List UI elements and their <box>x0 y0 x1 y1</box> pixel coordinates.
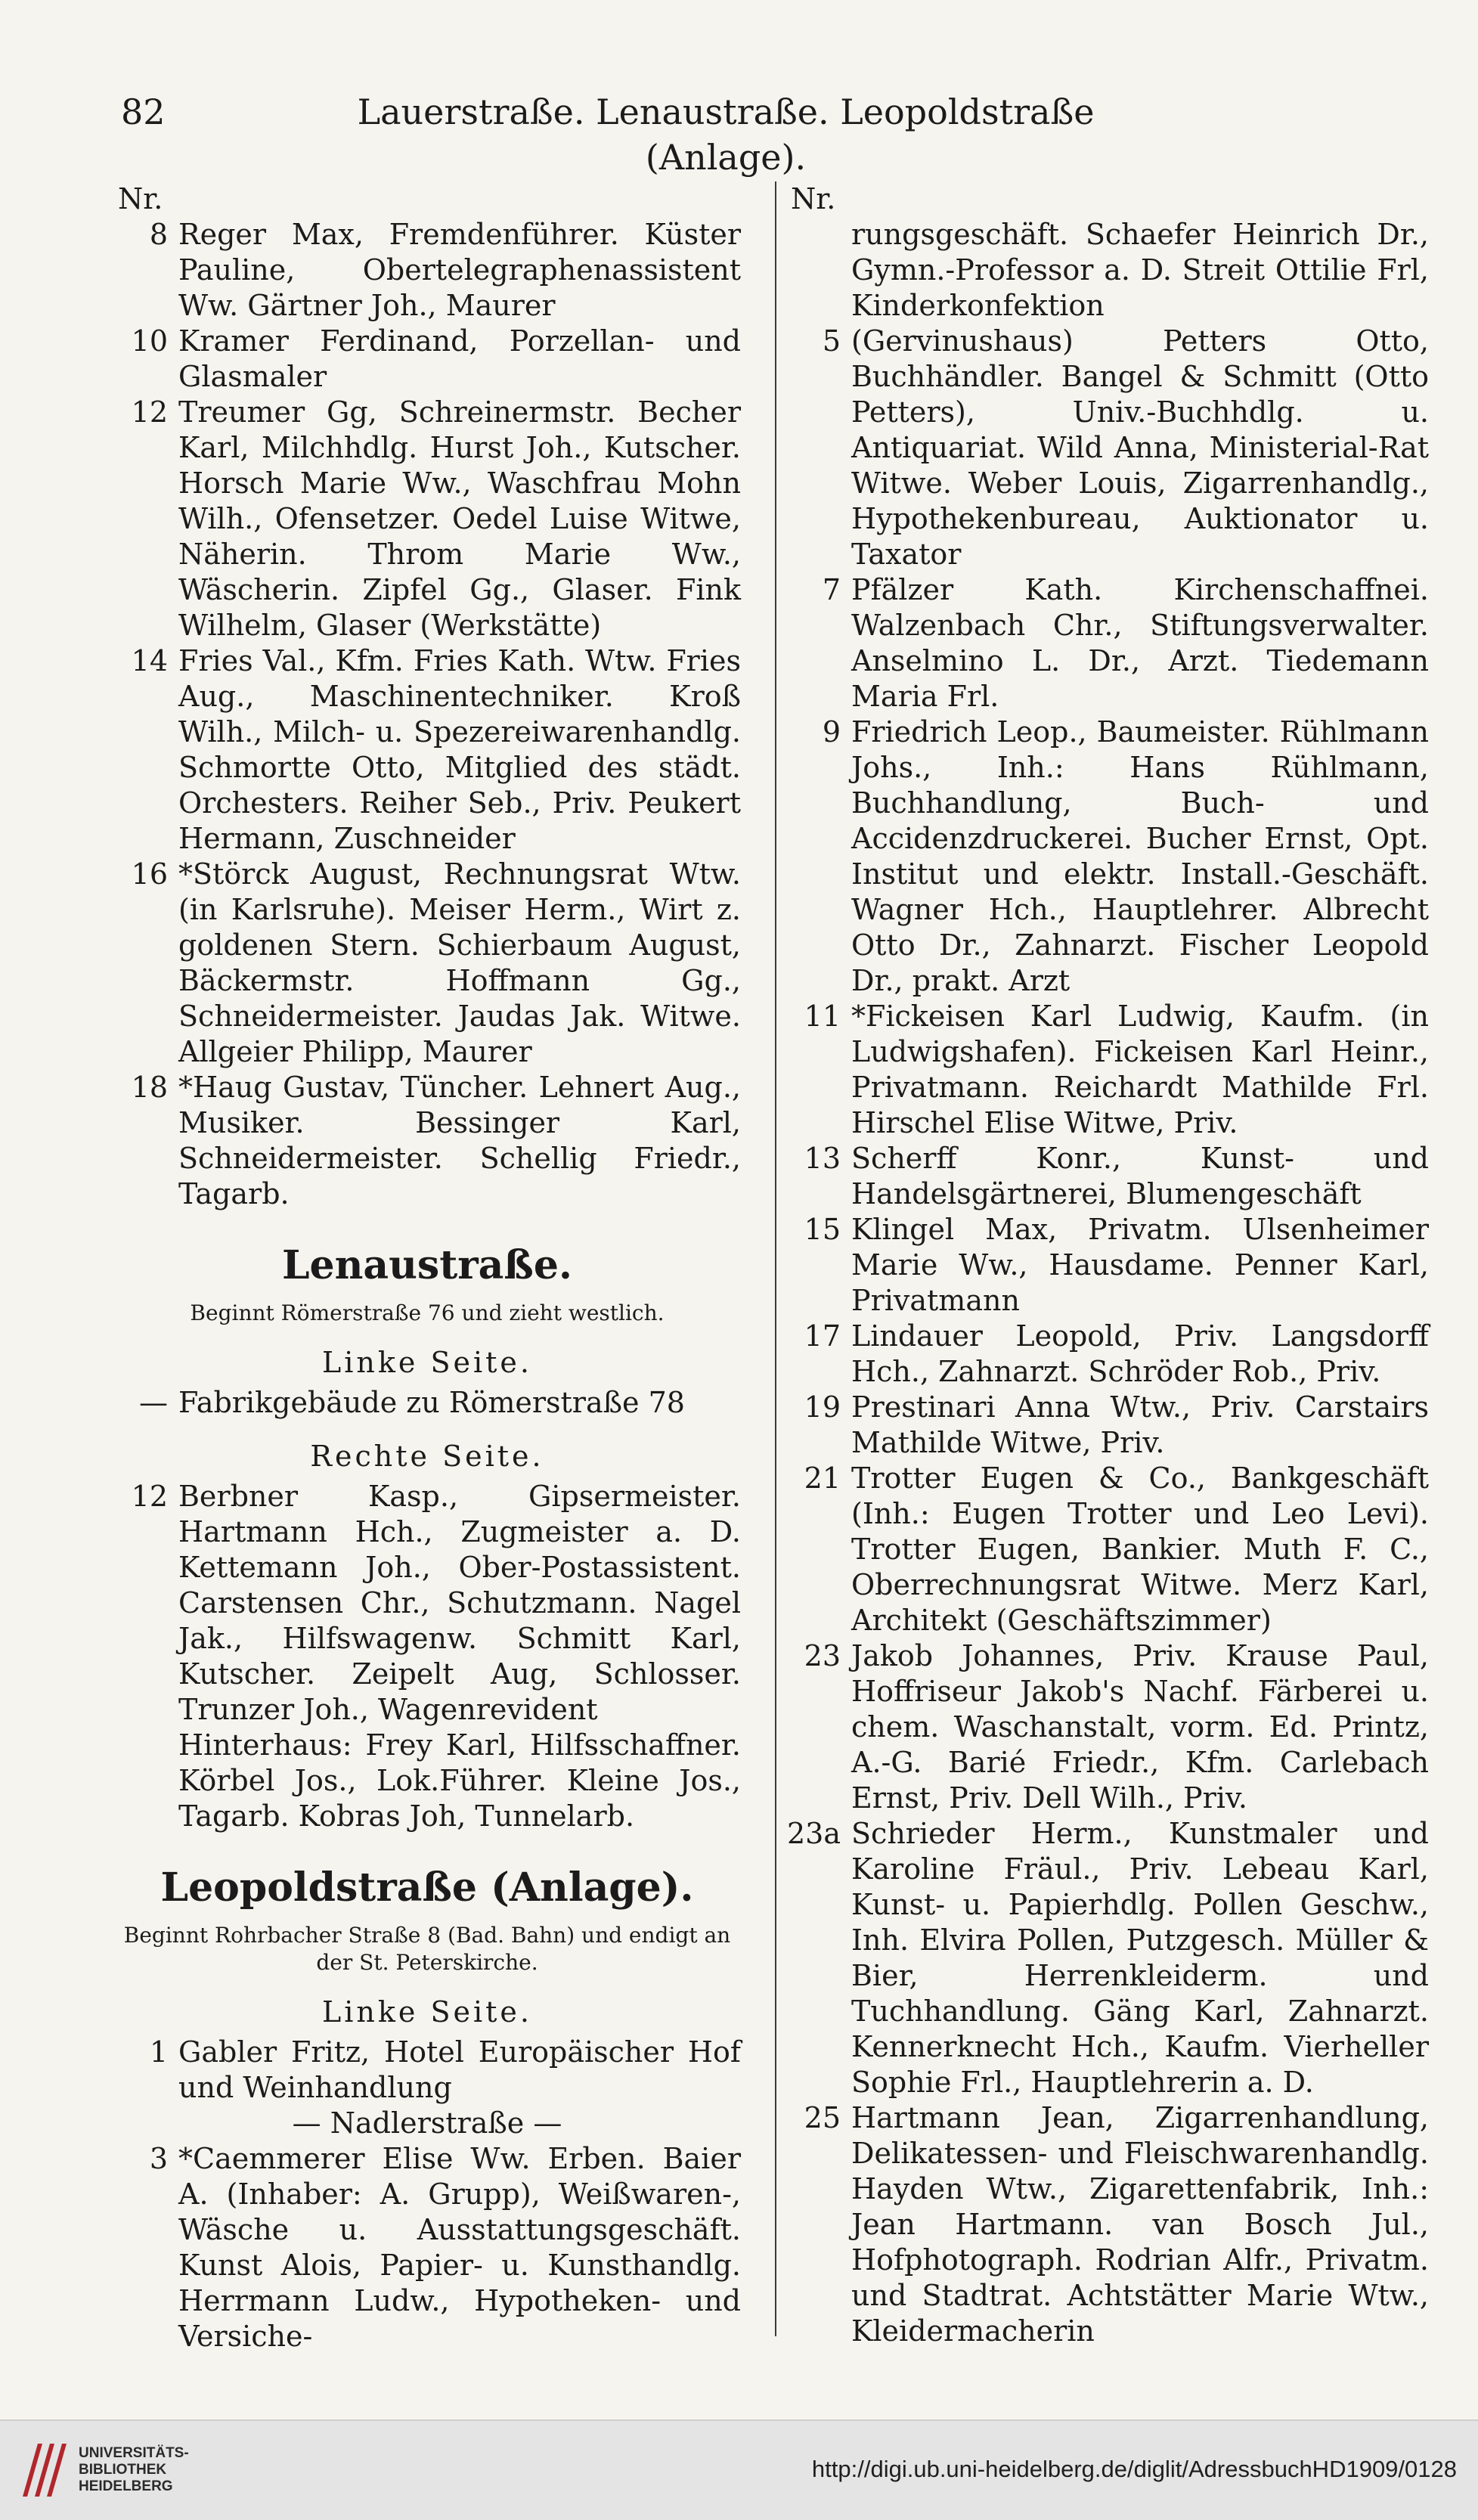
column-divider <box>775 181 776 2336</box>
entry-text: *Fickeisen Karl Ludwig, Kaufm. (in Ludwigshafen). Fickeisen Karl Heinr., Privatmann. Reichardt Mathilde Frl. Hirschel Elise Witwe, Priv. <box>851 1000 1429 1139</box>
entry-text: Klingel Max, Privatm. Ulsenheimer Marie Ww., Hausdame. Penner Karl, Privatmann <box>851 1213 1429 1317</box>
library-name-line: BIBLIOTHEK <box>79 2462 167 2478</box>
list-item <box>113 395 741 643</box>
list-item <box>786 324 1429 572</box>
entry-text: Fries Val., Kfm. Fries Kath. Wtw. Fries Aug., Maschinentechniker. Kroß Wilh., Milch- u. Spezereiwarenhandlg. Schmortte Otto, Mitglied des städt. Orchesters. Reiher Seb., Priv. Peukert Hermann, Zuschneider <box>178 644 741 855</box>
left-column <box>113 181 741 2354</box>
house-number: 13 <box>804 1142 841 1175</box>
house-number: 23a <box>786 1817 841 1850</box>
house-number: 12 <box>131 1480 168 1513</box>
list-item <box>786 572 1429 714</box>
list-item <box>786 1461 1429 1638</box>
entry-text: Schrieder Herm., Kunstmaler und Karoline Fräul., Priv. Lebeau Karl, Kunst- u. Papierhdlg. Pollen Geschw., Inh. Elvira Pollen, Putzgesch. Müller & Bier, Herrenkleiderm. und Tuchhandlung. Gäng Karl, Zahnarzt. Kennerknecht Hch., Kaufm. Vierheller Sophie Frl., Hauptlehrerin a. D. <box>851 1817 1429 2099</box>
list-item <box>113 857 741 1070</box>
list-item <box>786 1390 1429 1461</box>
side-heading-left: Linke Seite. <box>322 1346 532 1379</box>
house-number: 17 <box>804 1319 841 1353</box>
library-logo[interactable] <box>17 2438 189 2503</box>
list-item <box>113 1479 741 1728</box>
library-logo-icon <box>17 2438 70 2503</box>
list-item <box>786 1141 1429 1212</box>
entry-text: Reger Max, Fremdenführer. Küster Pauline, Obertelegraphenassistent Ww. Gärtner Joh., Maurer <box>178 218 741 322</box>
entry-text: *Störck August, Rechnungsrat Wtw. (in Karlsruhe). Meiser Herm., Wirt z. goldenen Stern. Schierbaum August, Bäckermstr. Hoffmann Gg., Schneidermeister. Jaudas Jak. Witwe. Allgeier Philipp, Maurer <box>178 857 741 1068</box>
street-note: Beginnt Rohrbacher Straße 8 (Bad. Bahn) und endigt an der St. Peterskirche. <box>123 1923 731 1975</box>
library-name <box>79 2445 189 2495</box>
street-title-lenau: Lenaustraße. <box>281 1242 573 1288</box>
entry-text: (Gervinushaus) Petters Otto, Buchhändler. Bangel & Schmitt (Otto Petters), Univ.-Buchhdlg. u. Antiquariat. Wild Anna, Ministerial-Rat Witwe. Weber Louis, Zigarrenhandlg., Hypothekenbureau, Auktionator u. Taxator <box>851 324 1429 571</box>
nr-heading: Nr. <box>791 182 836 215</box>
list-item <box>786 1638 1429 1816</box>
house-number: 15 <box>804 1213 841 1246</box>
entry-text: Berbner Kasp., Gipsermeister. Hartmann Hch., Zugmeister a. D. Kettemann Joh., Ober-Postassistent. Carstensen Chr., Schutzmann. Nagel Jak., Hilfswagenw. Schmitt Karl, Kutscher. Zeipelt Aug, Schlosser. Trunzer Joh., Wagenrevident <box>178 1480 741 1726</box>
house-number: 18 <box>131 1071 168 1104</box>
list-item <box>786 217 1429 324</box>
list-item <box>113 217 741 324</box>
library-name-line: UNIVERSITÄTS- <box>79 2445 189 2461</box>
entry-text: *Haug Gustav, Tüncher. Lehnert Aug., Musiker. Bessinger Karl, Schneidermeister. Schellig Friedr., Tagarb. <box>178 1071 741 1210</box>
house-number: 5 <box>822 324 841 358</box>
cross-street: — Nadlerstraße — <box>292 2106 562 2140</box>
entry-text: Kramer Ferdinand, Porzellan- und Glasmaler <box>178 324 741 393</box>
house-number: — <box>139 1386 168 1419</box>
continuation-text: rungsgeschäft. Schaefer Heinrich Dr., Gymn.-Professor a. D. Streit Ottilie Frl, Kinderkonfektion <box>851 218 1429 322</box>
entry-text: Gabler Fritz, Hotel Europäischer Hof und Weinhandlung <box>178 2035 741 2104</box>
house-number: 21 <box>804 1461 841 1495</box>
house-number: 23 <box>804 1639 841 1672</box>
list-item <box>113 2141 741 2354</box>
list-item <box>113 643 741 857</box>
page-number: 82 <box>121 91 166 132</box>
permalink-url[interactable]: http://digi.ub.uni-heidelberg.de/diglit/AdressbuchHD1909/0128 <box>811 2456 1457 2482</box>
entry-text: Hartmann Jean, Zigarrenhandlung, Delikatessen- und Fleischwarenhandlg. Hayden Wtw., Zigarettenfabrik, Inh.: Jean Hartmann. van Bosch Jul., Hofphotograph. Rodrian Alfr., Privatm. und Stadtrat. Achtstätter Marie Wtw., Kleidermacherin <box>851 2101 1429 2348</box>
house-number: 8 <box>149 218 168 251</box>
house-number: 12 <box>131 395 168 429</box>
house-number: 16 <box>131 857 168 891</box>
entry-text: Friedrich Leop., Baumeister. Rühlmann Johs., Inh.: Hans Rühlmann, Buchhandlung, Buch- und Accidenzdruckerei. Bucher Ernst, Opt. Institut und elektr. Install.-Geschäft. Wagner Hch., Hauptlehrer. Albrecht Otto Dr., Zahnarzt. Fischer Leopold Dr., prakt. Arzt <box>851 715 1429 997</box>
house-number: 7 <box>822 573 841 606</box>
library-name-line: HEIDELBERG <box>79 2478 173 2494</box>
page-title: Lauerstraße. Lenaustraße. Leopoldstraße (Anlage). <box>357 91 1095 178</box>
list-item <box>113 1070 741 1212</box>
list-item <box>113 324 741 395</box>
list-item <box>113 2035 741 2106</box>
nr-heading: Nr. <box>118 182 163 215</box>
house-number: 9 <box>822 715 841 749</box>
house-number: 3 <box>149 2142 168 2175</box>
side-heading-right: Rechte Seite. <box>310 1440 544 1473</box>
entry-text: Pfälzer Kath. Kirchenschaffnei. Walzenbach Chr., Stiftungsverwalter. Anselmino L. Dr., Arzt. Tiedemann Maria Frl. <box>851 573 1429 713</box>
entry-text: Prestinari Anna Wtw., Priv. Carstairs Mathilde Witwe, Priv. <box>851 1390 1429 1459</box>
house-number: 14 <box>131 644 168 677</box>
entry-text: Lindauer Leopold, Priv. Langsdorff Hch., Zahnarzt. Schröder Rob., Priv. <box>851 1319 1429 1388</box>
side-heading-left: Linke Seite. <box>322 1995 532 2029</box>
list-item <box>786 999 1429 1141</box>
list-item <box>786 1212 1429 1319</box>
list-item <box>786 1816 1429 2100</box>
house-number: 10 <box>131 324 168 358</box>
list-item <box>786 1319 1429 1390</box>
right-column <box>786 181 1429 2349</box>
house-number: 19 <box>804 1390 841 1424</box>
entry-text: Trotter Eugen & Co., Bankgeschäft (Inh.: Eugen Trotter und Leo Levi). Trotter Eugen, Bankier. Muth F. C., Oberrechnungsrat Witwe. Merz Karl, Architekt (Geschäftszimmer) <box>851 1461 1429 1637</box>
entry-text: Scherff Konr., Kunst- und Handelsgärtnerei, Blumengeschäft <box>851 1142 1429 1210</box>
viewer-footer <box>0 2419 1478 2520</box>
entry-text: *Caemmerer Elise Ww. Erben. Baier A. (Inhaber: A. Grupp), Weißwaren-, Wäsche u. Ausstattungsgeschäft. Kunst Alois, Papier- u. Kunsthandlg. Herrmann Ludw., Hypotheken- und Versiche- <box>178 2142 741 2353</box>
list-item <box>113 1728 741 1834</box>
list-item <box>113 1385 741 1421</box>
house-number: 25 <box>804 2101 841 2134</box>
list-item <box>786 2100 1429 2349</box>
entry-text: Fabrikgebäude zu Römerstraße 78 <box>178 1386 685 1419</box>
house-number: 1 <box>149 2035 168 2069</box>
list-item <box>786 714 1429 999</box>
entry-text: Jakob Johannes, Priv. Krause Paul, Hoffriseur Jakob's Nachf. Färberei u. chem. Waschanstalt, vorm. Ed. Printz, A.-G. Barié Friedr., Kfm. Carlebach Ernst, Priv. Dell Wilh., Priv. <box>851 1639 1429 1815</box>
street-note: Beginnt Römerstraße 76 und zieht westlich. <box>190 1300 665 1325</box>
entry-text: Treumer Gg, Schreinermstr. Becher Karl, Milchhdlg. Hurst Joh., Kutscher. Horsch Marie Ww., Waschfrau Mohn Wilh., Ofensetzer. Oedel Luise Witwe, Näherin. Throm Marie Ww., Wäscherin. Zipfel Gg., Glaser. Fink Wilhelm, Glaser (Werkstätte) <box>178 395 741 642</box>
house-number: 11 <box>804 1000 841 1033</box>
street-title-leopold: Leopoldstraße (Anlage). <box>160 1864 694 1911</box>
hinterhaus-text: Hinterhaus: Frey Karl, Hilfsschaffner. Körbel Jos., Lok.Führer. Kleine Jos., Tagarb. Kobras Joh, Tunnelarb. <box>178 1728 741 1833</box>
